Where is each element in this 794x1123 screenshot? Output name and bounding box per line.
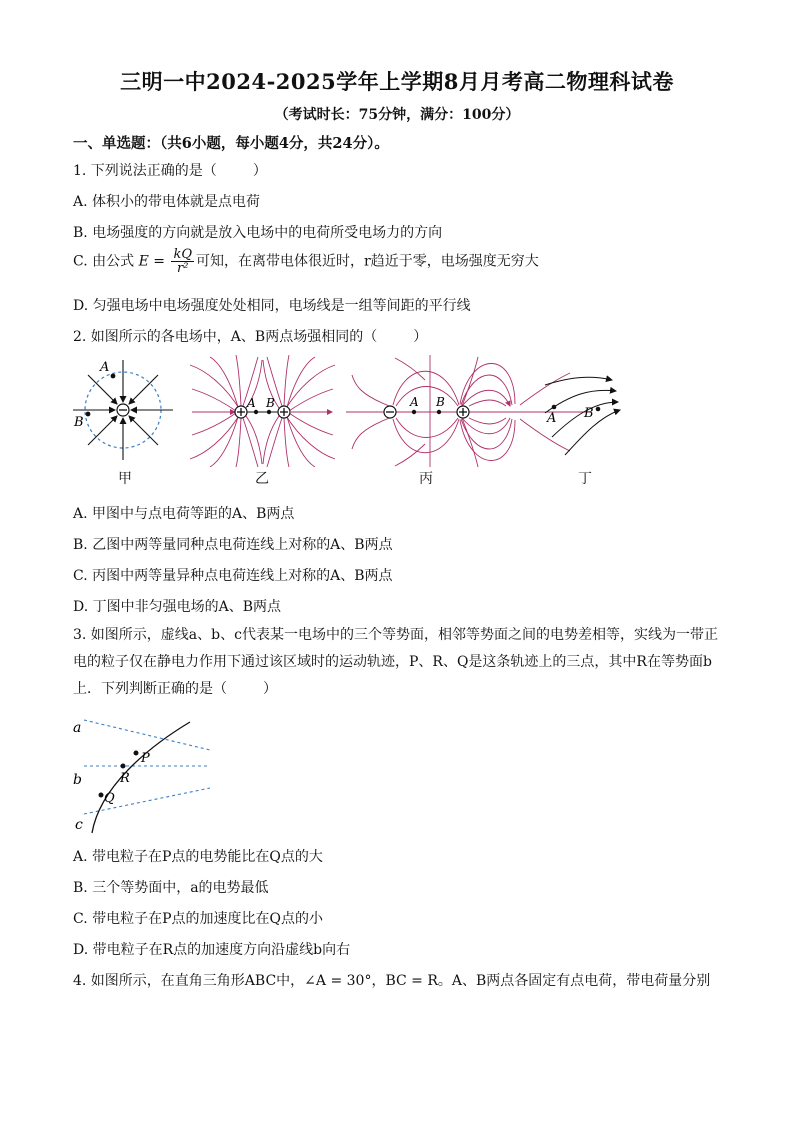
figure-jia bbox=[73, 360, 173, 460]
formula-numerator: kQ bbox=[173, 247, 192, 262]
equipotential-c bbox=[84, 788, 210, 814]
point-a-dot bbox=[254, 410, 258, 414]
figure-ding-points bbox=[546, 405, 600, 426]
formula-denominator: r² bbox=[177, 261, 189, 276]
q2-option-b: B. 乙图中两等量同种点电荷连线上对称的A、B两点 bbox=[73, 537, 393, 553]
q2-option-c: C. 丙图中两等量异种点电荷连线上对称的A、B两点 bbox=[73, 568, 393, 584]
q3-figure bbox=[70, 716, 220, 836]
exam-title: 三明一中2024-2025学年上学期8月月考高二物理科试卷 bbox=[120, 69, 674, 94]
q3-stem bbox=[73, 622, 721, 703]
q3-stem-text: 3. 如图所示，虚线a、b、c代表某一电场中的三个等势面，相邻等势面之间的电势差相等，实线为一带正电的粒子仅在静电力作用下通过该区域时的运动轨迹，P、R、Q是这条轨迹上的三点，其中R在等势面b上．下列判断正确的是（ bbox=[73, 627, 718, 697]
figure-label-jia: 甲 bbox=[118, 471, 132, 487]
point-b-dot bbox=[596, 407, 601, 412]
point-a-dot bbox=[111, 374, 116, 379]
q3-option-d: D. 带电粒子在R点的加速度方向沿虚线b向右 bbox=[73, 942, 351, 958]
q1-option-b: B. 电场强度的方向就是放入电场中的电荷所受电场力的方向 bbox=[73, 225, 443, 241]
q4-stem: 4. 如图所示，在直角三角形ABC中，∠A = 30°，BC = R。A、B两点各固定有点电荷，带电荷量分别 bbox=[73, 973, 711, 989]
q1-stem-text: 1. 下列说法正确的是（ bbox=[73, 163, 217, 179]
q2-figures bbox=[60, 355, 740, 467]
figure-label-yi: 乙 bbox=[255, 471, 269, 487]
point-b-dot bbox=[267, 410, 271, 414]
formula-e: E bbox=[138, 253, 149, 270]
point-b-dot bbox=[86, 412, 91, 417]
point-r-dot bbox=[121, 764, 126, 769]
label-q: Q bbox=[104, 791, 115, 806]
label-a: a bbox=[73, 720, 82, 736]
formula-fraction bbox=[171, 248, 194, 275]
figure-bing-charges bbox=[346, 355, 570, 467]
figure-label-bing: 丙 bbox=[419, 471, 433, 487]
q2-stem-close: ） bbox=[413, 329, 428, 345]
label-c: c bbox=[75, 817, 83, 833]
q2-stem-text: 2. 如图所示的各电场中，A、B两点场强相同的（ bbox=[73, 329, 378, 345]
q3-option-b: B. 三个等势面中，a的电势最低 bbox=[73, 880, 269, 896]
point-b-dot bbox=[437, 410, 441, 414]
figure-yi bbox=[190, 355, 335, 467]
q1-option-d: D. 匀强电场中电场强度处处相同，电场线是一组等间距的平行线 bbox=[73, 298, 471, 314]
point-p-dot bbox=[134, 751, 139, 756]
q3-stem-close: ） bbox=[263, 681, 277, 697]
label-p: P bbox=[141, 751, 150, 766]
point-q-dot bbox=[99, 793, 104, 798]
q2-stem bbox=[73, 326, 427, 346]
label-a: A bbox=[547, 411, 557, 426]
particle-trajectory bbox=[92, 722, 190, 833]
equipotential-a bbox=[84, 720, 210, 750]
label-b: B bbox=[266, 396, 275, 410]
label-a: A bbox=[410, 395, 419, 409]
point-a-dot bbox=[552, 405, 557, 410]
q1-option-c-lead: C. 由公式 bbox=[73, 253, 135, 270]
q1-option-c: C. 由公式 E = $\frac{kQ}{\text{r²}}$ 可知，在离带电体很近时，r趋近于零，电场强度无穷大 bbox=[73, 247, 539, 276]
exam-subtitle: （考试时长：75分钟，满分：100分） bbox=[274, 107, 520, 123]
q1-stem bbox=[73, 160, 267, 180]
point-a-dot bbox=[412, 410, 416, 414]
q1-stem-close: ） bbox=[252, 163, 267, 179]
label-b: B bbox=[436, 395, 445, 409]
q3-option-c: C. 带电粒子在P点的加速度比在Q点的小 bbox=[73, 911, 324, 927]
figure-label-ding: 丁 bbox=[578, 471, 592, 487]
label-b: b bbox=[73, 772, 82, 788]
label-b: B bbox=[74, 415, 84, 430]
label-a: A bbox=[100, 360, 110, 375]
q1-option-a: A. 体积小的带电体就是点电荷 bbox=[73, 194, 261, 210]
section-heading: 一、单选题：（共6小题，每小题4分，共24分）。 bbox=[73, 135, 389, 152]
q2-option-d: D. 丁图中非匀强电场的A、B两点 bbox=[73, 599, 282, 615]
q3-option-a: A. 带电粒子在P点的电势能比在Q点的大 bbox=[73, 849, 323, 865]
q1-option-c-rest: 可知，在离带电体很近时，r趋近于零，电场强度无穷大 bbox=[196, 253, 539, 270]
q2-option-a: A. 甲图中与点电荷等距的A、B两点 bbox=[73, 506, 295, 522]
label-a: A bbox=[247, 396, 256, 410]
label-b: B bbox=[584, 406, 594, 421]
figure-yi-charges bbox=[235, 396, 290, 418]
label-r: R bbox=[120, 771, 130, 786]
